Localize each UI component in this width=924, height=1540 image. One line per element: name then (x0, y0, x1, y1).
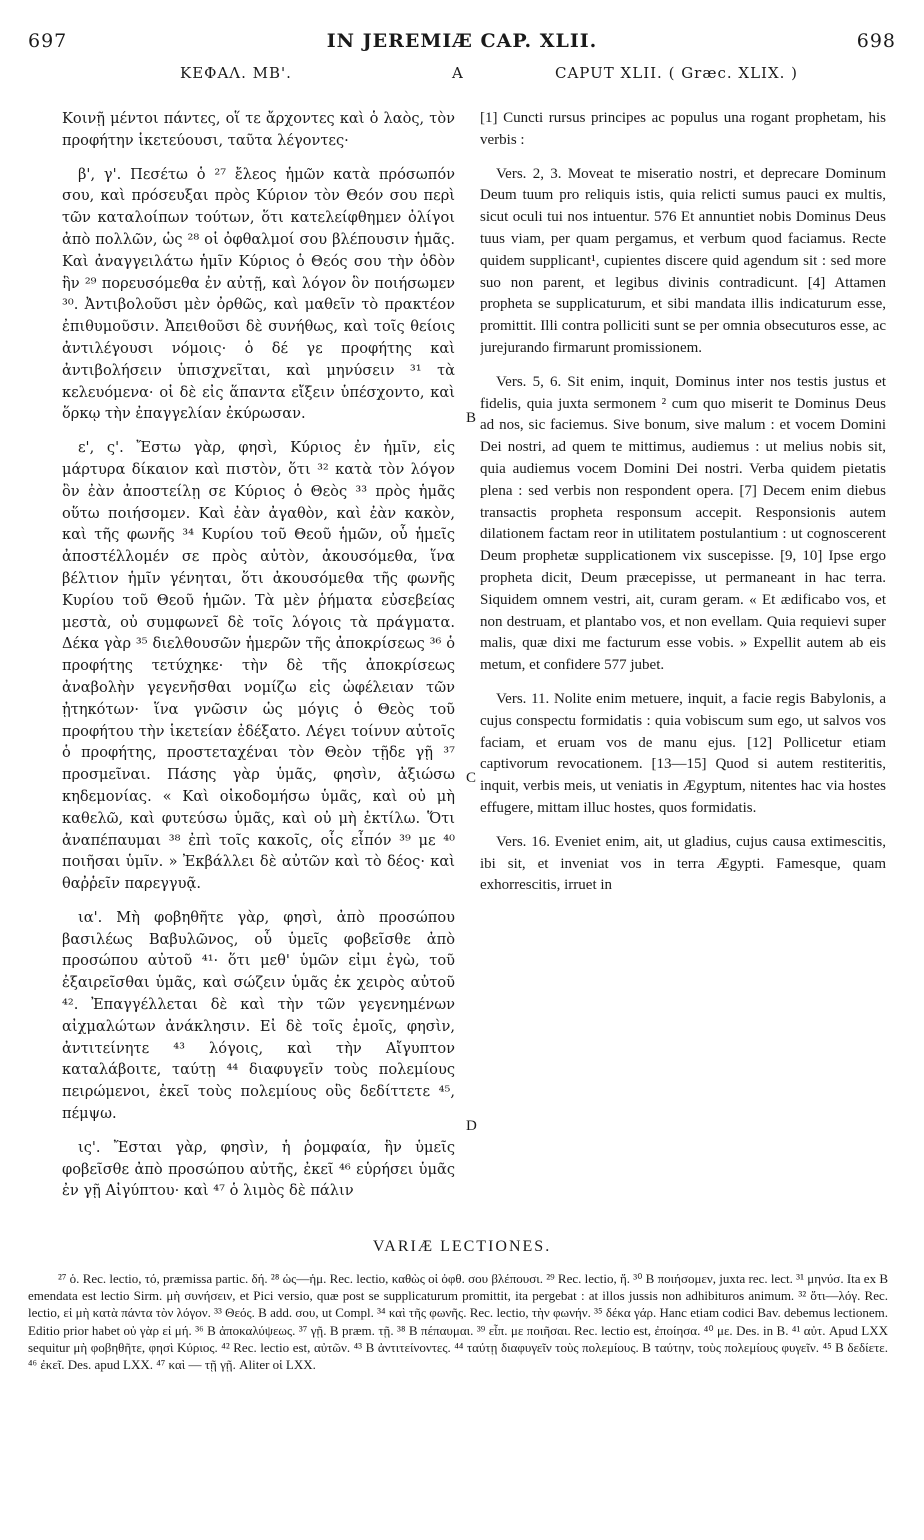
latin-paragraph: Vers. 2, 3. Moveat te miseratio nostri, et deprecare Dominum Deum tuum pro reliquis istis, quia relicti sumus pauci ex multis, sicut oculi tui nos intuentur. 576 Et annuntiet nobis Dominus Deus tuus viam, per quam pergamus, et verbum quod faciamus. Recte quidem supplicant¹, cupientes discere quid agendum sit : sed more suo non parent, et legibus divinis contradicunt. [4] Attamen propheta se supplicaturum, et sibi mandata illis indicaturum esse, promittit. Illi contra polliciti sunt se per omnia obsecuturos esse, ac jurejurando firmarunt promissionem. (480, 165, 886, 356)
running-head (28, 30, 896, 60)
greek-chapter-heading: ΚΕΦΑΛ. ΜΒ'. (180, 64, 292, 82)
margin-marker-c: C (466, 770, 477, 786)
greek-column (62, 108, 455, 1230)
greek-paragraph: Κοινῇ μέντοι πάντες, οἵ τε ἄρχοντες καὶ ὁ λαὸς, τὸν προφήτην ἱκετεύουσι, ταῦτα λέγοντες· (62, 110, 455, 149)
chapter-subhead (0, 64, 924, 88)
latin-paragraph: Vers. 11. Nolite enim metuere, inquit, a facie regis Babylonis, a cujus conspectu formidatis : quia vobiscum sum ego, ut salvos vos faciam, et eruam vos de manu ejus. [12] Pollicetur etiam captivorum revocationem. [13—15] Quod si autem restiteritis, inquit, verbis meis, ut veniatis in Ægyptum, nitentes hac via hostes effugere, mittam illuc hostes, quos formidatis. (480, 690, 886, 816)
greek-paragraph: ια'. Μὴ φοβηθῆτε γὰρ, φησὶ, ἀπὸ προσώπου βασιλέως Βαβυλῶνος, οὗ ὑμεῖς φοβεῖσθε ἀπὸ προσώπου αὐτοῦ ⁴¹· ὅτι μεθ' ὑμῶν εἰμι ἐγὼ, τοῦ ἐξαιρεῖσθαι ὑμᾶς, καὶ σώζειν ὑμᾶς ἐκ χειρὸς αὐτοῦ ⁴². Ἐπαγγέλλεται δὲ καὶ τὴν τῶν γεγενημένων αἰχμαλώτων ἀνάκλησιν. Εἰ δὲ τοῖς ἐμοῖς, φησὶν, ἀντιτείνητε ⁴³ λόγοις, καὶ τὴν Αἴγυπτον καταλάβοιτε, ταύτῃ ⁴⁴ διαφυγεῖν τοὺς πολεμίους πειρώμενοι, ἐκεῖ τοὺς πολεμίους οὓς δεδίττετε ⁴⁵, πέμψω. (62, 908, 455, 1123)
variae-lectiones-heading: VARIÆ LECTIONES. (372, 1238, 552, 1255)
greek-paragraph: ε', ς'. Ἔστω γὰρ, φησὶ, Κύριος ἐν ἡμῖν, εἰς μάρτυρα δίκαιον καὶ πιστὸν, ὅτι ³² κατὰ τὸν λόγον ὃν ἐὰν ἀποστείλῃ σε Κύριος ὁ Θεὸς ³³ πρὸς ἡμᾶς οὕτω ποιήσομεν. Καὶ ἐὰν ἀγαθὸν, καὶ ἐὰν κακὸν, καὶ τῆς φωνῆς ³⁴ Κυρίου τοῦ Θεοῦ ἡμῶν, οὗ ἡμεῖς ἀποστέλλομέν σε πρὸς αὐτὸν, ἀκουσόμεθα, ἵνα βέλτιον ἡμῖν γένηται, ὅτι ἀκουσόμεθα τῆς φωνῆς Κυρίου τοῦ Θεοῦ ἡμῶν. Τὰ μὲν ῥήματα εὐσεβείας μεστὰ, οὐ συμφωνεῖ δὲ τοῖς λόγοις τὰ πράγματα. Δέκα γὰρ ³⁵ διελθουσῶν ἡμερῶν τῆς ἀποκρίσεως ³⁶ ὁ προφήτης τετύχηκε· τὴν δὲ τῆς ἀποκρίσεως ἀναβολὴν γεγενῆσθαι νομίζω εἰς ὠφέλειαν τῶν ᾐτηκότων· ἵνα γνῶσιν ὡς μόγις ὁ Θεὸς τοῦ προφήτου τὴν ἱκετείαν ἐδέξατο. Λέγει τοίνυν αὐτοῖς ὁ προφήτης, προστεταχέναι τὸν Θεὸν τῇδε γῇ ³⁷ προσμεῖναι. Πάσης γὰρ ὑμᾶς, φησὶν, ἀξιώσω κηδεμονίας. « Καὶ οἰκοδομήσω ὑμᾶς, καὶ οὐ μὴ καθελῶ, καὶ φυτεύσω ὑμᾶς, καὶ οὐ μὴ ἐκτίλω. Ὅτι ἀναπέπαυμαι ³⁸ ἐπὶ τοῖς κακοῖς, οἷς εἶπόν ³⁹ με ⁴⁰ ποιῆσαι ὑμῖν. » Ἐκβάλλει δὲ αὐτῶν καὶ τὸ δέος· καὶ θαῤῥεῖν παρεγγυᾷ. (62, 439, 455, 893)
lectiones-text: ²⁷ ὁ. Rec. lectio, τό, præmissa partic. δή. ²⁸ ὡς—ἡμ. Rec. lectio, καθὼς οἱ ὀφθ. σου βλέπουσι. ²⁹ Rec. lectio, ἥ. ³⁰ B ποιήσομεν, juxta rec. lect. ³¹ μηνύσ. Ita ex B emendata est lectio Sirm. μὴ συνήσειν, et Picі versio, quæ post se supplicaturum promittit, ita pergebat : at illos jussis non adhibituros animum. ³² ὅτι—λόγ. Rec. lectio, εἰ μὴ κατὰ πάντα τὸν λόγον. ³³ Θεός. B add. σου, ut Compl. ³⁴ καὶ τῆς φωνῆς. Rec. lectio, τὴν φωνήν. ³⁵ δέκα γάρ. Hanc etiam codici Bav. debemus lectionem. Editio prior habet οὐ γὰρ εἰ μή. ³⁶ B ἀποκαλύψεως. ³⁷ γῇ. B præm. τῇ. ³⁸ B πέπαυμαι. ³⁹ εἶπ. με ποιῆσαι. Rec. lectio est, ἐποίησα. ⁴⁰ με. Des. in B. ⁴¹ αὐτ. Apud LXX sequitur μὴ φοβηθῆτε, φησὶ Κύριος. ⁴² Rec. lectio est, αὐτῶν. ⁴³ B ἀντιτείνοντες. ⁴⁴ ταύτῃ διαφυγεῖν τοὺς πολεμίους. B ταύτην, τοὺς πολεμίους φυγεῖν. ⁴⁵ B δεδίετε. ⁴⁶ ἐκεῖ. Des. apud LXX. ⁴⁷ καὶ — τῇ γῇ. Aliter οἱ LXX. (28, 1271, 888, 1373)
latin-paragraph: Vers. 16. Eveniet enim, ait, ut gladius, cujus causa extimescitis, ibi sit, et inveniat vos in terra Ægypti. Famesque, quam exhorrescitis, irruet in (480, 833, 886, 894)
margin-marker-d: D (466, 1118, 477, 1134)
greek-paragraph: ις'. Ἔσται γὰρ, φησὶν, ἡ ῥομφαία, ἣν ὑμεῖς φοβεῖσθε ἀπὸ προσώπου αὐτῆς, ἐκεῖ ⁴⁶ εὑρήσει ὑμᾶς ἐν γῇ Αἰγύπτου· καὶ ⁴⁷ ὁ λιμὸς δὲ πάλιν (62, 1138, 455, 1200)
margin-marker-b: B (466, 410, 477, 426)
variae-lectiones-notes (28, 1270, 888, 1520)
running-title: IN JEREMIÆ CAP. XLII. (326, 30, 598, 52)
latin-paragraph: [1] Cuncti rursus principes ac populus una rogant prophetam, his verbis : (480, 110, 886, 148)
latin-chapter-heading: CAPUT XLII. ( Græc. XLIX. ) (555, 64, 799, 82)
greek-paragraph: β', γ'. Πεσέτω ὁ ²⁷ ἔλεος ἡμῶν κατὰ πρόσωπόν σου, καὶ πρόσευξαι πρὸς Κύριον τὸν Θεόν σου περὶ τῶν καταλοίπων τούτων, ὅτι κατελείφθημεν ὀλίγοι ἀπὸ πολλῶν, ὡς ²⁸ οἱ ὀφθαλμοί σου βλέπουσιν ἡμᾶς. Καὶ ἀναγγειλάτω ἡμῖν Κύριος ὁ Θεός σου τὴν ὁδὸν ἣν ²⁹ πορευσόμεθα ἐν αὐτῇ, καὶ λόγον ὃν ποιήσωμεν ³⁰. Ἀντιβολοῦσι μὲν ὀρθῶς, καὶ μαθεῖν τὸ πρακτέον ἐπιθυμοῦσιν. Ἀπειθοῦσι δὲ συνήθως, καὶ τοῖς θείοις ἀντιλέγουσι νόμοις· ὁ δέ γε προφήτης καὶ ἀντιβολήσειν ὑπισχνεῖται, καὶ μηνύσειν ³¹ τὰ κελευόμενα· οἱ δὲ εἰς ἅπαντα εἴξειν ὑπέσχοντο, καὶ ὅρκῳ τὴν ἐπαγγελίαν ἐκύρωσαν. (62, 165, 455, 423)
latin-paragraph: Vers. 5, 6. Sit enim, inquit, Dominus inter nos testis justus et fidelis, quia juxta sermonem ² cum quo miserit te Dominus Deus ad nos, sic faciemus. Sive bonum, sive malum : et vocem Domini Dei nostri, ad quem te mittimus, audiemus : ut melius nobis sit, quia audiemus vocem Domini Dei nostri. Verba quidem pietatis plena : sed verbis non respondent opera. [7] Decem enim diebus transactis propheta responsum accepit. Responsionis autem dilationem factam reor in utilitatem postulantium : ut cognoscerent Deum prophetæ supplicationem vix suscepisse. [9, 10] Ipse ergo propheta dicit, Deum præcepisse, ut permaneant in hac terra. Siquidem omnem vestri, ait, curam geram. « Et ædificabo vos, et non destruam, et plantabo vos, et non evellam. Quia requievi super malis, quæ dixi me facturum esse vobis. » Expellit autem ab eis metum, et confidere 577 jubet. (480, 373, 886, 674)
latin-column (480, 108, 886, 1230)
margin-marker-a: A (452, 64, 463, 82)
page-number-left: 697 (28, 30, 68, 52)
page-number-right: 698 (856, 30, 896, 52)
